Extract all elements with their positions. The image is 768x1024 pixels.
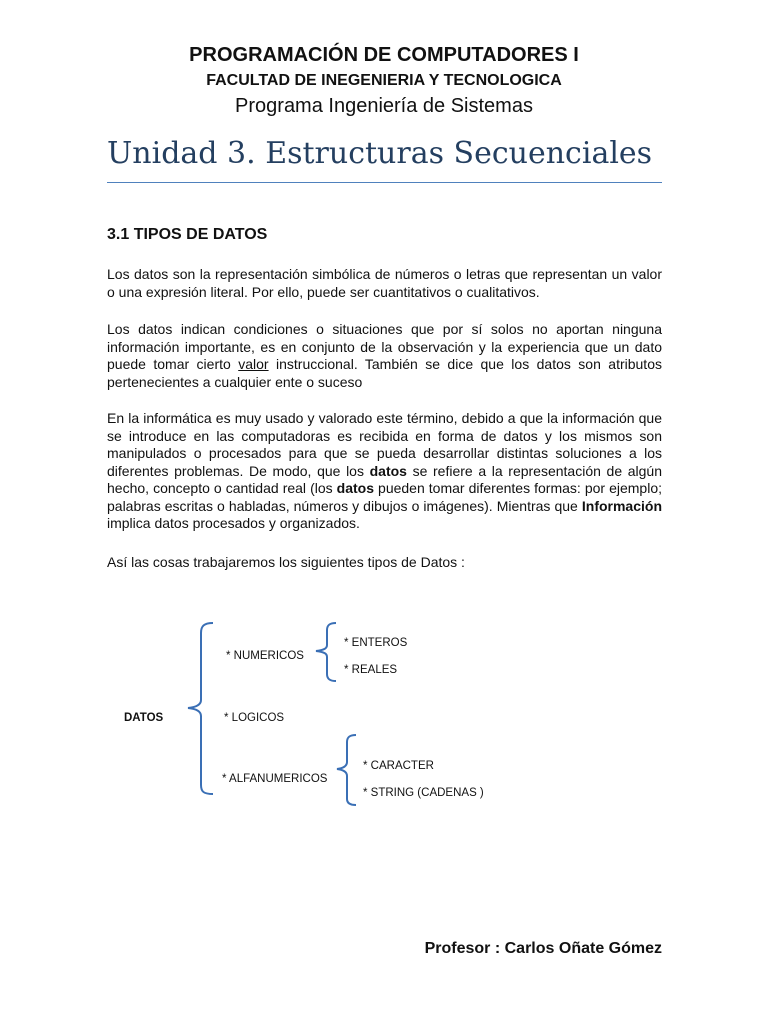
bracket-main <box>188 623 213 794</box>
diagram-caracter: * CARACTER <box>363 760 434 772</box>
paragraph-2-text-b: instruccional. También se dice que los datos son atributos pertenecientes a cualquier ente o suceso <box>107 356 662 390</box>
diagram-logicos: * LOGICOS <box>224 712 285 724</box>
paragraph-3-text-a: En la informática es muy usado y valorado este término, debido a que la información que se introduce en las computadoras es recibida en forma de datos y los mismos son manipulados o procesados para que se pueda desarrollar distintas soluciones a los diferentes problemas. De modo, que los <box>107 410 662 479</box>
diagram-string: * STRING (CADENAS ) <box>363 787 484 799</box>
diagram-enteros: * ENTEROS <box>344 637 408 649</box>
underlined-word: valor <box>238 356 269 372</box>
paragraph-3-text-e: implica datos procesados y organizados. <box>107 515 360 531</box>
bold-word-datos-1: datos <box>369 462 407 479</box>
diagram-alfanumericos: * ALFANUMERICOS <box>222 773 328 785</box>
unit-title: Unidad 3. Estructuras Secuenciales <box>107 136 653 171</box>
diagram-root-datos: DATOS <box>124 712 164 724</box>
course-title: PROGRAMACIÓN DE COMPUTADORES I <box>189 44 579 66</box>
paragraph-2-text-a: Los datos indican condiciones o situaciones que por sí solos no aportan ninguna información importante, es en conjunto de la observación y la experiencia que un dato puede tomar cierto <box>107 321 662 372</box>
faculty-name: FACULTAD DE INEGENIERIA Y TECNOLOGICA <box>206 72 562 89</box>
section-title: 3.1 TIPOS DE DATOS <box>107 226 268 243</box>
program-name: Programa Ingeniería de Sistemas <box>235 95 533 117</box>
diagram-numericos: * NUMERICOS <box>226 650 304 662</box>
bracket-numericos <box>316 623 336 681</box>
diagram-reales: * REALES <box>344 664 398 676</box>
paragraph-4: Así las cosas trabajaremos los siguientes tipos de Datos : <box>107 554 465 570</box>
professor-name: Profesor : Carlos Oñate Gómez <box>424 940 662 957</box>
paragraph-3-text-d: pueden tomar diferentes formas: por ejemplo; palabras escritas o habladas, números y dibujos o imágenes). Mientras que <box>107 480 662 514</box>
paragraph-1: Los datos son la representación simbólica de números o letras que representan un valor o una expresión literal. Por ello, puede ser cuantitativos o cualitativos. <box>107 266 662 300</box>
bold-word-informacion: Información <box>581 497 662 514</box>
paragraph-3-text-c: se refiere a la representación de algún hecho, concepto o cantidad real (los <box>107 462 662 496</box>
bracket-alfanumericos <box>337 735 356 805</box>
bold-word-datos-2: datos <box>336 480 374 496</box>
